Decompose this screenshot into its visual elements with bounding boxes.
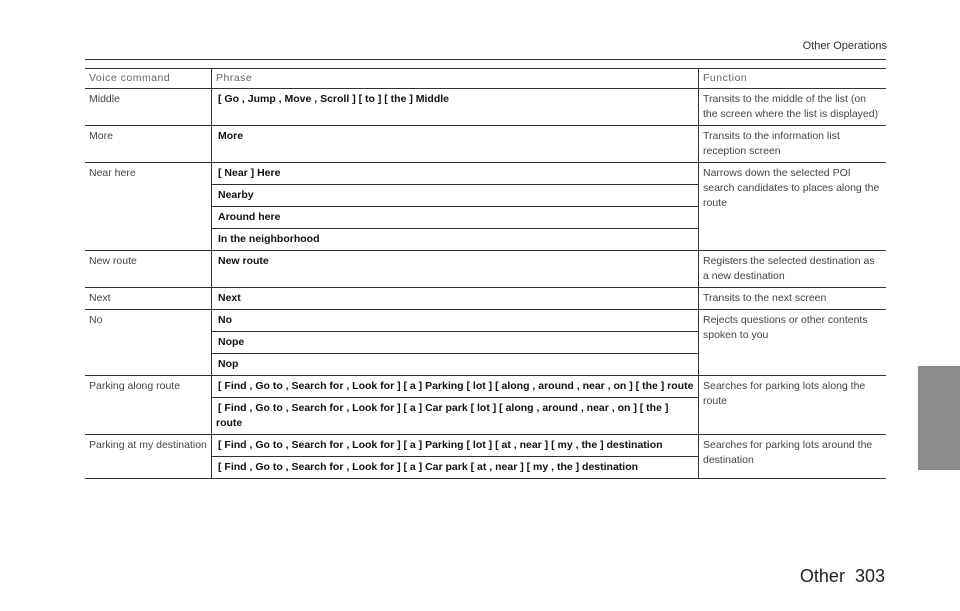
phrase-cell — [212, 354, 699, 376]
table-row — [85, 163, 886, 185]
function-cell: Narrows down the selected POI search candidates to places along the route — [699, 163, 887, 251]
function-cell: Registers the selected destination as a new destination — [699, 251, 887, 288]
phrase-text: No — [218, 314, 232, 326]
function-cell: Transits to the information list reception screen — [699, 126, 887, 163]
phrase-cell — [212, 163, 699, 185]
phrase-text: Nope — [218, 336, 245, 348]
function-cell: Transits to the middle of the list (on the screen where the list is displayed) — [699, 89, 887, 126]
phrase-cell — [212, 251, 699, 288]
table-body — [85, 89, 886, 479]
section-header: Other Operations — [802, 40, 887, 52]
phrase-cell — [212, 332, 699, 354]
phrase-cell — [212, 207, 699, 229]
phrase-text: More — [218, 130, 244, 142]
phrase-cell — [212, 229, 699, 251]
voice-command-cell: New route — [85, 251, 212, 288]
phrase-cell — [212, 288, 699, 310]
chapter-side-tab — [918, 366, 960, 470]
table-row — [85, 126, 886, 163]
function-cell: Transits to the next screen — [699, 288, 887, 310]
phrase-cell — [212, 376, 699, 398]
table-row — [85, 288, 886, 310]
function-cell: Rejects questions or other contents spoken to you — [699, 310, 887, 376]
phrase-text: In the neighborhood — [218, 233, 320, 245]
phrase-cell — [212, 457, 699, 479]
function-cell: Searches for parking lots along the route — [699, 376, 887, 435]
function-cell: Searches for parking lots around the destination — [699, 435, 887, 479]
phrase-text: [ Find , Go to , Search for , Look for ] [ a ] Parking [ lot ] [ at , near ] [ my , the ] destination — [218, 439, 663, 451]
phrase-text: Around here — [218, 211, 281, 223]
table-row — [85, 310, 886, 332]
voice-command-cell: No — [85, 310, 212, 376]
phrase-cell — [212, 310, 699, 332]
phrase-cell — [212, 89, 699, 126]
phrase-text: Nop — [218, 358, 239, 370]
table-row — [85, 376, 886, 398]
phrase-text: [ Go , Jump , Move , Scroll ] [ to ] [ the ] Middle — [218, 93, 449, 105]
table-row — [85, 435, 886, 457]
phrase-cell — [212, 185, 699, 207]
phrase-cell — [212, 435, 699, 457]
phrase-text: [ Find , Go to , Search for , Look for ] [ a ] Car park [ lot ] [ along , around , near , on ] [ the ] route — [216, 402, 669, 429]
voice-command-cell: Near here — [85, 163, 212, 251]
phrase-cell — [212, 398, 699, 435]
footer-section-label: Other — [799, 566, 845, 586]
table-header-row — [85, 69, 886, 89]
voice-command-cell: Parking along route — [85, 376, 212, 435]
voice-command-cell: More — [85, 126, 212, 163]
page-number: 303 — [854, 566, 885, 586]
table-row — [85, 251, 886, 288]
phrase-text: [ Find , Go to , Search for , Look for ] [ a ] Car park [ at , near ] [ my , the ] destination — [218, 461, 639, 473]
page-footer — [800, 566, 885, 587]
voice-command-cell: Parking at my destination — [85, 435, 212, 479]
header-rule — [85, 59, 886, 60]
column-header-phrase: Phrase — [212, 69, 699, 89]
phrase-text: Nearby — [218, 189, 254, 201]
voice-command-cell: Middle — [85, 89, 212, 126]
phrase-text: Next — [218, 292, 241, 304]
voice-command-cell: Next — [85, 288, 212, 310]
phrase-cell — [212, 126, 699, 163]
column-header-function: Function — [699, 69, 887, 89]
phrase-text: New route — [218, 255, 269, 267]
phrase-text: [ Near ] Here — [218, 167, 281, 179]
table-row — [85, 89, 886, 126]
column-header-voice: Voice command — [85, 69, 212, 89]
voice-command-table — [85, 68, 886, 479]
phrase-text: [ Find , Go to , Search for , Look for ] [ a ] Parking [ lot ] [ along , around , near , on ] [ the ] route — [218, 380, 694, 392]
